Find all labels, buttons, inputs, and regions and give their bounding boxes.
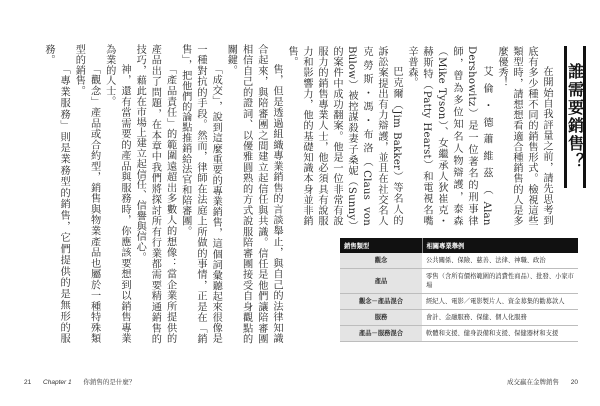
row-category: 觀念 xyxy=(340,253,422,269)
table-row xyxy=(340,294,578,310)
table-row xyxy=(340,326,578,342)
row-category: 產品 xyxy=(340,269,422,294)
row-example: 會計、金融服務、保健、個人化服務 xyxy=(422,310,578,326)
left-body-text xyxy=(22,44,284,344)
row-category: 服務 xyxy=(340,310,422,326)
right-paragraph: 艾倫・德蕭維茲（Alan Dershowitz）是一位著名的刑事律師，曾為多位知名人物辯護，泰森（Mike Tyson）、女繼承人狄崔克・赫斯特（Patty Hearst）和電視名嘴辛普森。 xyxy=(406,46,492,226)
left-paragraph: 「成交」，說到這麼重要的專業銷售，這個詞彙聽起來很像是一種對抗的手段。然而，律師在法庭上所做的事情，正是在「銷售」，把他們的論點推銷給法官和陪審團。 xyxy=(179,44,222,344)
section-heading: 誰需要銷售？ xyxy=(565,63,585,171)
row-example: 經紀人、電影／電影製片人、資金募集的勸募款人 xyxy=(422,294,578,310)
section-heading-box xyxy=(564,46,586,188)
header-example: 相關專業舉例 xyxy=(422,238,578,253)
row-example: 公共關係、保險、慈善、法律、神職、政治 xyxy=(422,253,578,269)
left-footer xyxy=(24,377,280,386)
left-paragraph: 「產品責任」的範圍遠超出多數人的想像：當企業所提供的產品出了問題，在本章中我們將探討所有行業都需要精通銷售的技巧，藉此在市場上建立起信任、信譽與信心。 xyxy=(134,44,176,344)
left-page-number: 21 xyxy=(24,379,32,386)
left-paragraph: 「觀念」產品或合約型，銷售與物業產品也屬於一種特殊類型的銷售。 xyxy=(73,44,100,344)
table-header-row xyxy=(340,238,578,253)
table-row xyxy=(340,269,578,294)
right-footer xyxy=(322,377,578,386)
left-paragraph: 神，還有當需要的產品與服務時，你應該要想到以銷售專業為業的人士。 xyxy=(103,44,130,344)
left-paragraph: 「專業服務」則是業務型的銷售，它們提供的是無形的服務。 xyxy=(42,44,70,344)
row-category: 產品－服務混合 xyxy=(340,326,422,342)
chapter-label: Chapter 1 xyxy=(43,379,72,386)
right-paragraph: 在開始自我評量之前，請先思考到底有多少種不同的銷售形式。檢視這些類型時，請想想看適合種銷售的人是多麼優秀！ xyxy=(496,46,552,226)
chapter-title: 你銷售的是什麼？ xyxy=(83,379,136,386)
left-paragraph: 售，但是透過組織專業銷售的言談舉止，與自己的法律知識合起來，與陪審團之間建立起信任與共識。信任是他們讓陪審團相信自己的證詞、以優雅圓熟的方式說服陪審團接受自身觀點的關鍵。 xyxy=(225,44,282,344)
book-title: 成交贏在金牌銷售 xyxy=(506,379,559,386)
row-example: 零售（含所有價格範圍的消費性商品）、批發、小家市場 xyxy=(422,269,578,294)
right-page xyxy=(286,0,600,406)
table-row xyxy=(340,310,578,326)
right-paragraph: 巴克爾（Jim Bakker）等名人的訴訟案提出有力辯護，並且在社交名人克勞斯・馮・布洛（Claus von Bülow）被控謀殺妻子桑妮（Sunny）的案件中成功翻案。他是一位非常有說服力的銷售專業人士，他必須具有說服力和影響力，他的基礎知識本身並非銷售。 xyxy=(286,46,402,226)
table-row xyxy=(340,253,578,269)
right-body-text xyxy=(286,46,554,226)
row-category: 觀念－產品混合 xyxy=(340,294,422,310)
header-sales-type: 銷售類型 xyxy=(340,238,422,253)
right-page-number: 20 xyxy=(570,379,578,386)
row-example: 軟體和支援、健身設備和支援、保健器材和支援 xyxy=(422,326,578,342)
sales-types-table xyxy=(340,238,578,342)
